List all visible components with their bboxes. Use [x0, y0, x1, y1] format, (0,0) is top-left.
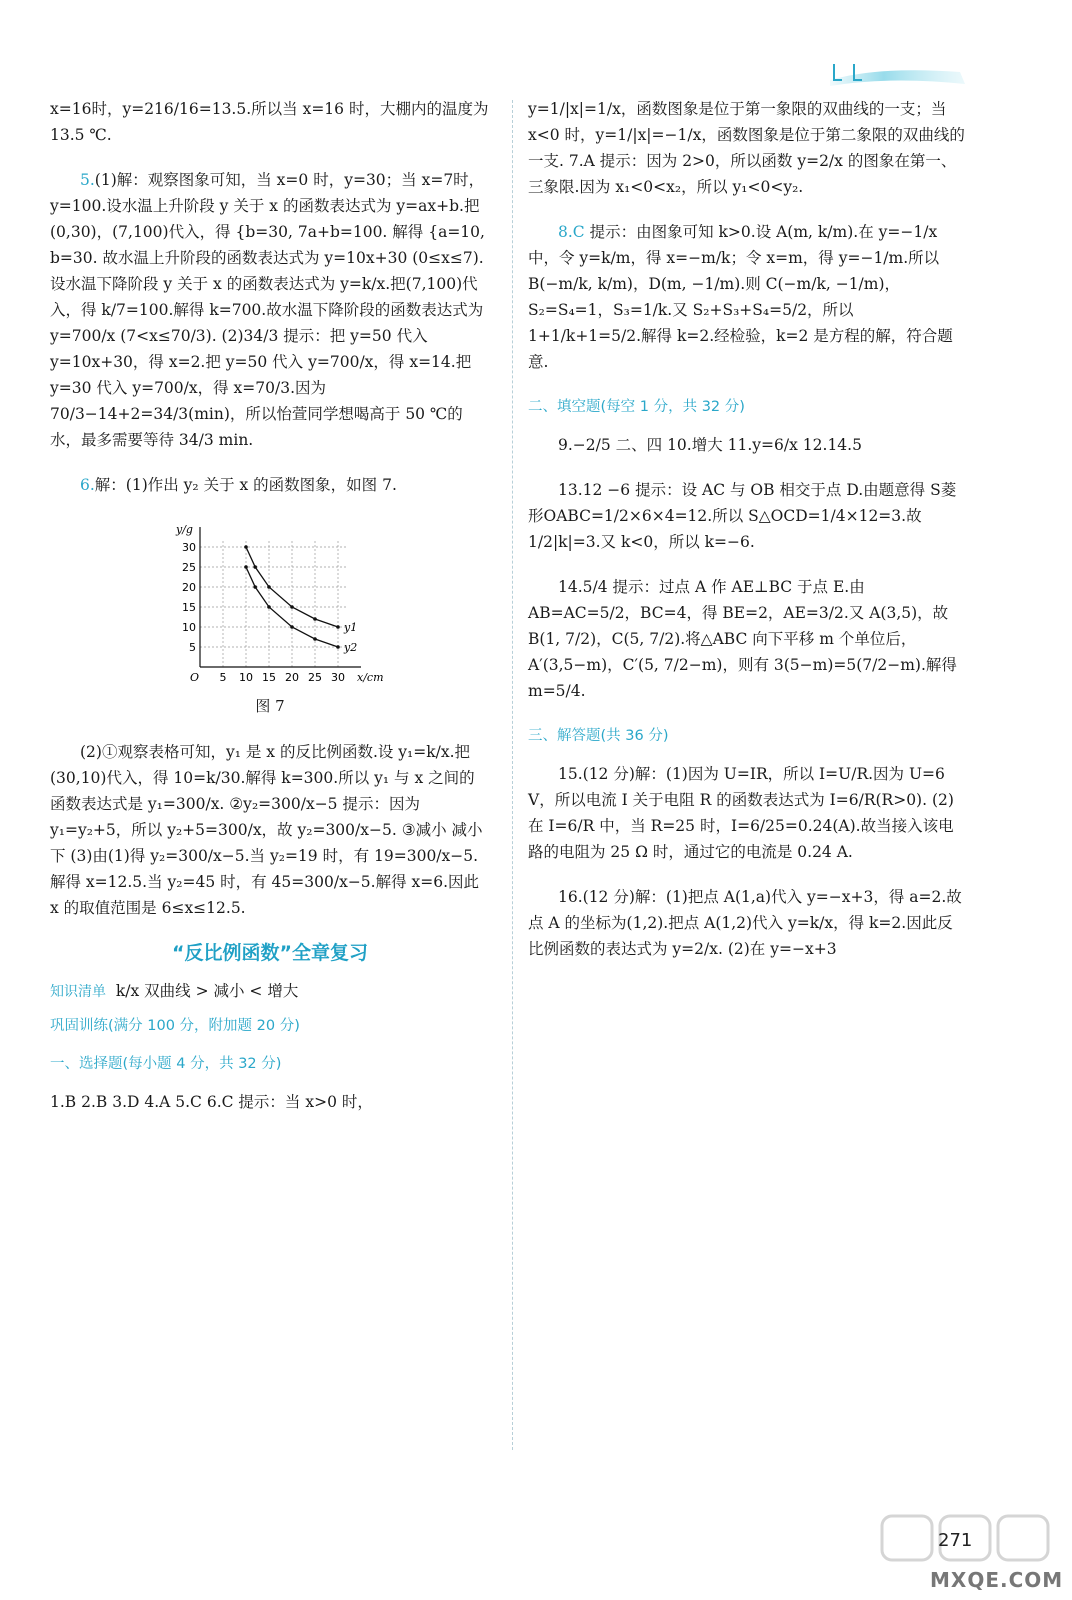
question-5: [50, 167, 490, 453]
right-column: [528, 96, 968, 981]
question-13: 13.12 −6 提示：设 AC 与 OB 相交于点 D.由题意得 S菱形OABC=1/2×6×4=12.所以 S△OCD=1/4×12=3.故 1/2|k|=3.又 k<0，所以 k=−6.: [528, 481, 957, 551]
data-point-y1: [244, 545, 248, 549]
page-number: 271: [938, 1530, 973, 1551]
knowledge-items: k/x 双曲线 > 减小 < 增大: [115, 982, 299, 1000]
data-point-y1: [336, 625, 340, 629]
series-label-y1: y1: [344, 621, 358, 634]
data-point-y2: [244, 565, 248, 569]
data-point-y1: [313, 617, 317, 621]
question-16: 16.(12 分)解：(1)把点 A(1,a)代入 y=−x+3，得 a=2.故点 A 的坐标为(1,2).把点 A(1,2)代入 y=k/x，得 k=2.因此反比例函数的表达式为 y=2/x. (2)在 y=−x+3: [528, 888, 962, 958]
question-text: 提示：由图象可知 k>0.设 A(m, k/m).在 y=−1/x 中，令 y=k/m，得 x=−m/k；令 x=m，得 y=−1/m.所以 B(−m/k, k/m)，D(m, −1/m).则 C(−m/k, −1/m)，S₂=S₄=1，S₃=1/k.又 S₂+S₃+S₄=5/2，所以 1+1/k+1=5/2.解得 k=2.经检验，k=2 是方程的解，符合题意.: [528, 223, 953, 371]
question-number: 5.: [80, 171, 95, 189]
data-point-y2: [253, 585, 257, 589]
figure-7-chart: [170, 517, 384, 687]
question-number: 8.C: [558, 223, 585, 241]
origin-label: O: [190, 671, 200, 684]
x-tick-label: 10: [239, 671, 253, 684]
figure-caption: 图 7: [255, 697, 285, 715]
header-decoration: [820, 58, 970, 88]
y-tick-label: 10: [182, 621, 196, 634]
question-15: 15.(12 分)解：(1)因为 U=IR，所以 I=U/R.因为 U=6 V，所以电流 I 关于电阻 R 的函数表达式为 I=6/R(R>0). (2)在 I=6/R 中，当 R=25 时，I=6/25=0.24(A).故当接入该电路的电阻为 25 Ω 时，通过它的电流是 0.24 A.: [528, 765, 954, 861]
x-axis-label: x/cm: [357, 671, 384, 684]
x-tick-label: 25: [308, 671, 322, 684]
data-point-y1: [253, 565, 257, 569]
data-point-y2: [336, 645, 340, 649]
knowledge-list: [50, 978, 490, 1005]
paragraph: y=1/|x|=1/x，函数图象是位于第一象限的双曲线的一支；当 x<0 时，y=1/|x|=−1/x，函数图象是位于第二象限的双曲线的一支. 7.A 提示：因为 2>0，所以函数 y=2/x 的图象在第一、三象限.因为 x₁<0<x₂，所以 y₁<0<y₂.: [528, 100, 965, 196]
y-axis-label: y/g: [176, 523, 193, 536]
choice-answers: 1.B 2.B 3.D 4.A 5.C 6.C 提示：当 x>0 时，: [50, 1093, 373, 1111]
practice-label: 巩固训练(满分 100 分，附加题 20 分): [50, 1018, 300, 1034]
y-tick-label: 5: [189, 641, 196, 654]
x-tick-label: 15: [262, 671, 276, 684]
watermark-text: MXQE.COM: [930, 1568, 1064, 1592]
question-text: 解：(1)作出 y₂ 关于 x 的函数图象，如图 7.: [94, 476, 397, 494]
section-answer: 三、解答题(共 36 分): [528, 728, 669, 744]
data-point-y1: [267, 585, 271, 589]
x-tick-label: 20: [285, 671, 299, 684]
x-tick-label: 5: [219, 671, 227, 684]
data-point-y2: [313, 637, 317, 641]
question-14: 14.5/4 提示：过点 A 作 AE⊥BC 于点 E.由 AB=AC=5/2，BC=4，得 BE=2，AE=3/2.又 A(3,5)，故 B(1, 7/2)，C(5, 7/2).将△ABC 向下平移 m 个单位后，A′(3,5−m)，C′(5, 7/2−m)，则有 3(5−m)=5(7/2−m).解得 m=5/4.: [528, 578, 957, 700]
question-6: [50, 472, 490, 498]
chapter-title: “反比例函数”全章复习: [172, 942, 368, 964]
question-6-part-2: (2)①观察表格可知，y₁ 是 x 的反比例函数.设 y₁=k/x.把(30,10)代入，得 10=k/30.解得 k=300.所以 y₁ 与 x 之间的函数表达式是 y₁=300/x. ②y₂=300/x−5 提示：因为 y₁=y₂+5，所以 y₂+5=300/x，故 y₂=300/x−5. ③减小 减小 下 (3)由(1)得 y₂=300/x−5.当 y₂=19 时，有 19=300/x−5.解得 x=12.5.当 y₂=45 时，有 45=300/x−5.解得 x=6.因此 x 的取值范围是 6≤x≤12.5.: [50, 743, 483, 917]
paragraph: x=16时，y=216/16=13.5.所以当 x=16 时，大棚内的温度为13.5 ℃.: [50, 100, 489, 144]
x-tick-label: 30: [331, 671, 345, 684]
data-point-y2: [290, 625, 294, 629]
data-point-y1: [290, 605, 294, 609]
data-point-y2: [267, 605, 271, 609]
y-tick-label: 30: [182, 541, 196, 554]
left-column: [50, 96, 490, 1134]
column-divider: [512, 100, 514, 1450]
fill-answers: 9.−2/5 二、四 10.增大 11.y=6/x 12.14.5: [558, 436, 862, 454]
question-text: (1)解：观察图象可知，当 x=0 时，y=30；当 x=7时，y=100.设水温上升阶段 y 关于 x 的函数表达式为 y=ax+b.把(0,30)，(7,100)代入，得 {b=30, 7a+b=100. 解得 {a=10, b=30. 故水温上升阶段的函数表达式为 y=10x+30 (0≤x≤7).设水温下降阶段 y 关于 x 的函数表达式为 y=k/x.把(7,100)代入，得 k/7=100.解得 k=700.故水温下降阶段的函数表达式为 y=700/x (7<x≤70/3). (2)34/3 提示：把 y=50 代入 y=10x+30，得 x=2.把 y=50 代入 y=700/x，得 x=14.把 y=30 代入 y=700/x，得 x=70/3.因为 70/3−14+2=34/3(min)，所以怡萱同学想喝高于 50 ℃的水，最多需要等待 34/3 min.: [50, 171, 485, 449]
y-tick-label: 20: [182, 581, 196, 594]
y-tick-label: 15: [182, 601, 196, 614]
series-label-y2: y2: [344, 641, 358, 654]
knowledge-label: 知识清单: [50, 984, 106, 1000]
section-fill: 二、填空题(每空 1 分，共 32 分): [528, 399, 745, 415]
section-choice: 一、选择题(每小题 4 分，共 32 分): [50, 1056, 282, 1072]
question-number: 6.: [80, 476, 95, 494]
question-8: [528, 219, 968, 375]
y-tick-label: 25: [182, 561, 196, 574]
